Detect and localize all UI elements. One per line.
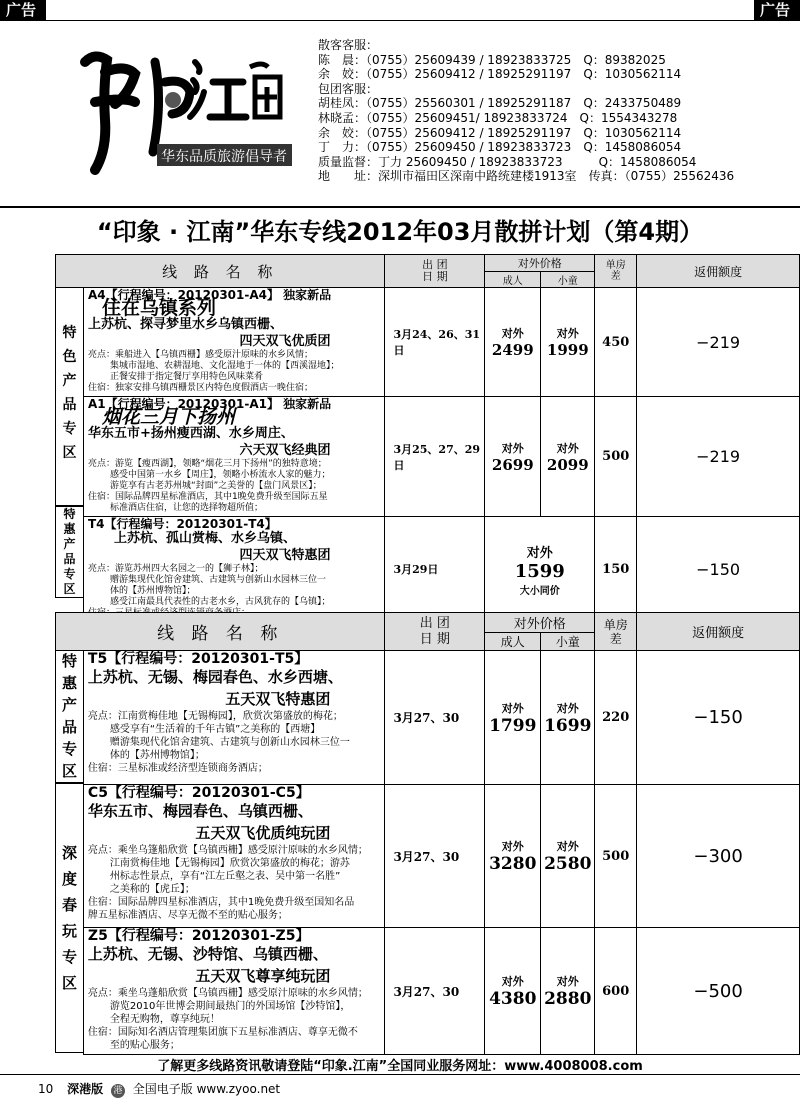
single-room-fee: 500 xyxy=(595,397,637,517)
contact-row: 余 姣：（0755）25609412 / 18925291197 Q：1030562114 xyxy=(318,125,682,140)
col-rebate: 返佣额度 xyxy=(637,613,800,651)
contact-row: 胡桂凤：（0755）25560301 / 18925291187 Q：2433750489 xyxy=(318,96,682,111)
merged-price: 对外 1599 大小同价 xyxy=(485,517,595,622)
depart-date: 3月25、27、29日 xyxy=(385,397,485,517)
single-room-fee: 600 xyxy=(595,928,637,1055)
rebate-value: −300 xyxy=(637,785,800,928)
col-route: 线 路 名 称 xyxy=(56,613,385,651)
rebate-value: −219 xyxy=(637,397,800,517)
col-rebate: 返佣额度 xyxy=(637,255,800,288)
col-room: 单房 差 xyxy=(595,255,637,288)
footer-website-note: 了解更多线路资讯敬请登陆“印象.江南”全国同业服务网址：www.4008008.com xyxy=(157,1059,643,1074)
rebate-value: −150 xyxy=(637,651,800,785)
table-row xyxy=(56,288,800,397)
retail-header: 散客客服： xyxy=(318,38,379,52)
web-edition[interactable]: 全国电子版 www.zyoo.net xyxy=(132,1082,281,1096)
contact-row: 陈 晨：（0755）25609439 / 18923833725 Q：89382025 xyxy=(318,52,666,67)
table-row xyxy=(56,928,800,1055)
col-child: 小童 xyxy=(541,272,595,288)
depart-date: 3月29日 xyxy=(385,517,485,622)
contact-row: 余 姣：（0755）25609412 / 18925291197 Q：1030562114 xyxy=(318,67,682,82)
address-row: 地 址：深圳市福田区深南中路统建楼1913室 传真：（0755）25562436 xyxy=(318,169,735,184)
quality-row: 质量监督：丁力 25609450 / 18923833723 Q：1458086054 xyxy=(318,154,697,169)
adult-price: 对外 4380 xyxy=(485,928,541,1055)
col-price: 对外价格 xyxy=(485,255,595,272)
single-room-fee: 500 xyxy=(595,785,637,928)
single-room-fee: 150 xyxy=(595,517,637,622)
route-cell: T5【行程编号：20120301-T5】 上苏杭、无锡、梅园春色、水乡西塘、 五天双飞特惠团 亮点：江南赏梅佳地【无锡梅园】，欣赏次第盛放的梅花； 感受享有“生活着的千年古镇”之美称的【西塘】 赠游集现代化馆舍建筑、古建筑与创新山水园林三位一 体的【苏州博物馆】； 住宿：三星标准或经济型连锁商务酒店； xyxy=(83,651,385,785)
top-rule xyxy=(0,20,800,21)
page-footer xyxy=(38,1080,280,1098)
col-adult: 成人 xyxy=(485,272,541,288)
adult-price: 对外 1799 xyxy=(485,651,541,785)
edition-label: 深港版 xyxy=(67,1082,104,1096)
ad-tag-right: 广告 xyxy=(754,0,800,20)
rebate-value: −500 xyxy=(637,928,800,1055)
col-route: 线 路 名 称 xyxy=(56,255,385,288)
logo-slogan: 华东品质旅游倡导者 xyxy=(161,149,287,165)
rebate-value: −150 xyxy=(637,517,800,622)
single-room-fee: 220 xyxy=(595,651,637,785)
adult-price: 对外 2699 xyxy=(485,397,541,517)
depart-date: 3月27、30 xyxy=(385,785,485,928)
adult-price: 对外 3280 xyxy=(485,785,541,928)
side-label-special-2: 特惠产品专区 xyxy=(55,649,83,783)
depart-date: 3月27、30 xyxy=(385,928,485,1055)
contact-row: 丁 力：（0755）25609450 / 18923833723 Q：1458086054 xyxy=(318,140,682,155)
table-row xyxy=(56,517,800,622)
contact-row: 林晓孟：（0755）25609451/ 18923833724 Q：1554343278 xyxy=(318,110,678,125)
page-number: 10 xyxy=(38,1082,54,1096)
side-label-featured: 特色产品专区 xyxy=(55,280,83,506)
side-label-special: 特惠产品专区 xyxy=(55,506,83,598)
logo-calligraphy xyxy=(45,22,303,200)
table-row xyxy=(56,397,800,517)
route-table-2 xyxy=(55,612,800,1055)
route-cell: A1【行程编号：20120301-A1】 独家新品 烟花三月下扬州 华东五市+扬州瘦西湖、水乡周庄、 六天双飞经典团 亮点：游览【瘦西湖】，领略“烟花三月下扬州”的独特意境； 感受中国第一水乡【周庄】，领略小桥流水人家的魅力； 游览享有古老苏州城“封面”之美誉的【盘门风景区】； 住宿：国际品牌四星标准酒店，其中1晚免费升级至国际五星 标准酒店住宿，让您的选择物超所值； xyxy=(83,397,385,517)
header-rule xyxy=(0,206,800,208)
child-price: 对外 2099 xyxy=(541,397,595,517)
route-cell: T4【行程编号：20120301-T4】 上苏杭、孤山赏梅、水乡乌镇、 四天双飞特惠团 亮点：游览苏州四大名园之一的【狮子林】； 赠游集现代化馆舍建筑、古建筑与创新山水园林三位一 体的【苏州博物馆】； 感受江南最具代表性的古老水乡，古风犹存的【乌镇】； xyxy=(83,517,385,622)
child-price: 对外 2880 xyxy=(541,928,595,1055)
col-price: 对外价格 xyxy=(485,613,595,633)
single-room-fee: 450 xyxy=(595,288,637,397)
bottom-rule xyxy=(0,1074,800,1075)
col-depart: 出 团 日 期 xyxy=(385,613,485,651)
route-cell: C5【行程编号：20120301-C5】 华东五市、梅园春色、乌镇西栅、 五天双飞优质纯玩团 亮点：乘坐乌篷船欣赏【乌镇西栅】感受原汁原味的水乡风情； 江南赏梅佳地【无锡梅园】欣赏次第盛放的梅花；游苏 州标志性景点，享有“江左丘壑之表、吴中第一名胜” 之美称的【虎丘】； 住宿：国际品牌四星标准酒店，其中1晚免费升级至国知名品 牌五星标准酒店、尽享无微不至的贴心服务； xyxy=(83,785,385,928)
route-table-1 xyxy=(55,254,800,622)
col-adult: 成人 xyxy=(485,633,541,651)
col-child: 小童 xyxy=(541,633,595,651)
depart-date: 3月24、26、31日 xyxy=(385,288,485,397)
contact-block xyxy=(318,38,798,184)
adult-price: 对外 2499 xyxy=(485,288,541,397)
rebate-value: −219 xyxy=(637,288,800,397)
edition-mark: 港 xyxy=(111,1084,125,1098)
table-row xyxy=(56,785,800,928)
col-room: 单房 差 xyxy=(595,613,637,651)
route-cell: A4【行程编号：20120301-A4】 独家新品 住在乌镇系列 上苏杭、探寻梦里水乡乌镇西栅、 四天双飞优质团 亮点：乘船进入【乌镇西栅】感受原汁原味的水乡风情； 集城市湿地、农耕湿地、文化湿地于一体的【西溪湿地】； 正餐安排于指定餐厅享用特色风味菜肴 住宿：独家安排乌镇西栅景区内特色度假酒店一晚住宿； xyxy=(83,288,385,397)
child-price: 对外 2580 xyxy=(541,785,595,928)
side-label-spring: 深度春玩专区 xyxy=(55,783,83,1053)
col-depart: 出 团 日 期 xyxy=(385,255,485,288)
depart-date: 3月27、30 xyxy=(385,651,485,785)
table-row xyxy=(56,651,800,785)
group-header: 包团客服： xyxy=(318,81,379,96)
route-cell: Z5【行程编号：20120301-Z5】 上苏杭、无锡、沙特馆、乌镇西栅、 五天双飞尊享纯玩团 亮点：乘坐乌蓬船欣赏【乌镇西栅】感受原汁原味的水乡风情； 游览2010年世博会期间最热门的外国场馆【沙特馆】， 全程无购物，尊享纯玩！ 住宿：国际知名酒店管理集团旗下五星标准酒店、尊享无微不 至的贴心服务； xyxy=(83,928,385,1055)
page-title: “印象 · 江南”华东专线2012年03月散拼计划（第4期） xyxy=(96,218,704,246)
child-price: 对外 1999 xyxy=(541,288,595,397)
ad-tag-left: 广告 xyxy=(0,0,46,20)
brand-logo xyxy=(45,22,303,200)
child-price: 对外 1699 xyxy=(541,651,595,785)
